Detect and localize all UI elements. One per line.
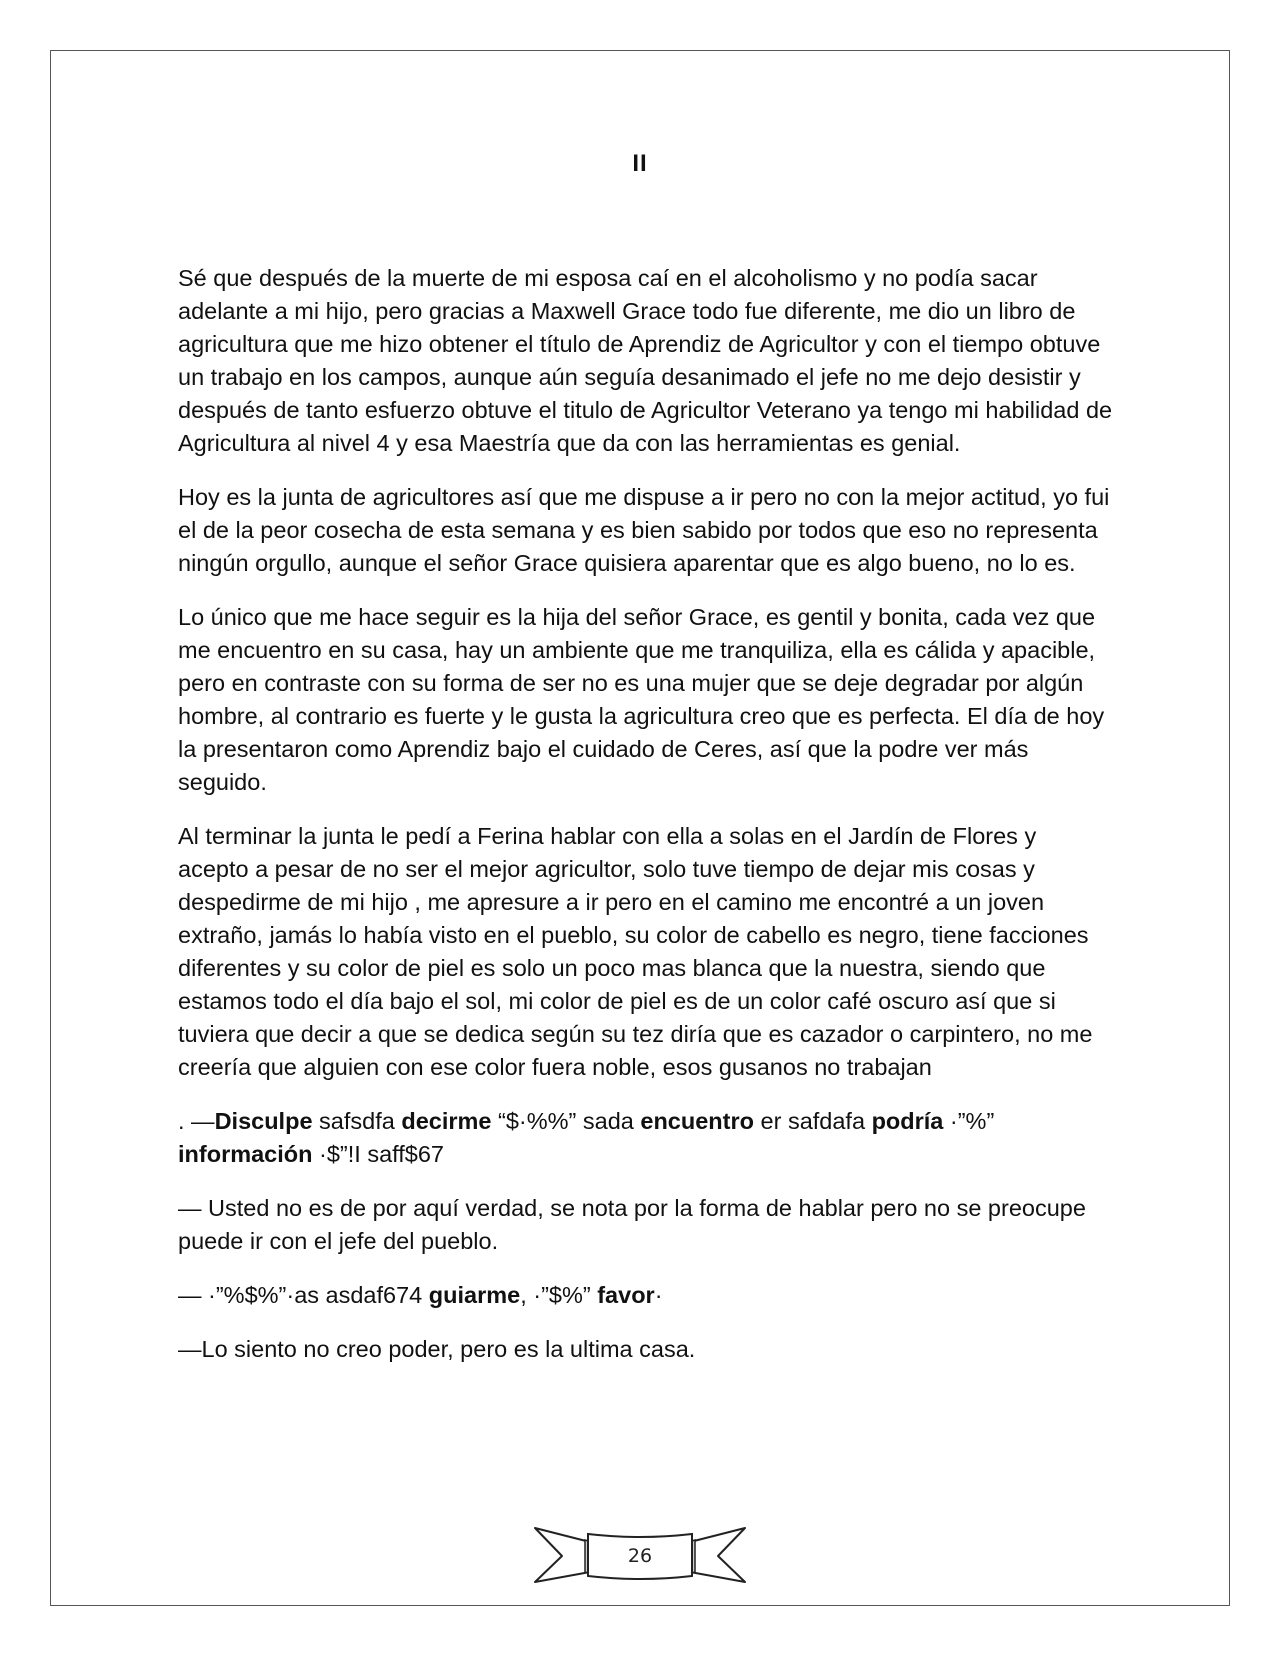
dialogue-text: er safdafa — [753, 1108, 872, 1134]
dialogue-line-3 — [178, 1279, 1113, 1312]
dialogue-bold-word: decirme — [401, 1108, 492, 1134]
paragraph-1: Sé que después de la muerte de mi esposa caí en el alcoholismo y no podía sacar adelante a mi hijo, pero gracias a Maxwell Grace todo fue diferente, me dio un libro de agricultura que me hizo obtener el título de Aprendiz de Agricultor y con el tiempo obtuve un trabajo en los campos, aunque aún seguía desanimado el jefe no me dejo desistir y después de tanto esfuerzo obtuve el titulo de Agricultor Veterano ya tengo mi habilidad de Agricultura al nivel 4 y esa Maestría que da con las herramientas es genial. — [178, 265, 1113, 456]
dialogue-line-4: —Lo siento no creo poder, pero es la ultima casa. — [178, 1336, 696, 1362]
dialogue-bold-word: encuentro — [640, 1108, 754, 1134]
dialogue-bold-word: favor — [597, 1282, 655, 1308]
dialogue-bold-word: guiarme — [428, 1282, 521, 1308]
chapter-heading: II — [632, 150, 648, 177]
dialogue-text: safsdfa — [312, 1108, 402, 1134]
dialogue-text: . — — [178, 1108, 215, 1134]
dialogue-text: · — [654, 1282, 663, 1308]
dialogue-text: , ·”$%” — [520, 1282, 598, 1308]
dialogue-bold-word: información — [178, 1141, 313, 1167]
paragraph-3: Lo único que me hace seguir es la hija del señor Grace, es gentil y bonita, cada vez que me encuentro en su casa, hay un ambiente que me tranquiliza, ella es cálida y apacible, pero en contraste con su forma de ser no es una mujer que se deje degradar por algún hombre, al contrario es fuerte y le gusta la agricultura creo que es perfecta. El día de hoy la presentaron como Aprendiz bajo el cuidado de Ceres, así que la podre ver más seguido. — [178, 604, 1105, 795]
dialogue-bold-word: podría — [871, 1108, 944, 1134]
paragraph-2: Hoy es la junta de agricultores así que me dispuse a ir pero no con la mejor actitud, yo fui el de la peor cosecha de esta semana y es bien sabido por todos que eso no representa ningún orgullo, aunque el señor Grace quisiera aparentar que es algo bueno, no lo es. — [178, 484, 1110, 576]
body-text — [178, 262, 1113, 1387]
paragraph-4: Al terminar la junta le pedí a Ferina hablar con ella a solas en el Jardín de Flores y acepto a pesar de no ser el mejor agricultor, solo tuve tiempo de dejar mis cosas y despedirme de mi hijo , me apresure a ir pero en el camino me encontré a un joven extraño, jamás lo había visto en el pueblo, su color de cabello es negro, tiene facciones diferentes y su color de piel es solo un poco mas blanca que la nuestra, siendo que estamos todo el día bajo el sol, mi color de piel es de un color café oscuro así que si tuviera que decir a que se dedica según su tez diría que es cazador o carpintero, no me creería que alguien con ese color fuera noble, esos gusanos no trabajan — [178, 823, 1093, 1080]
page-number: 26 — [627, 1545, 653, 1567]
dialogue-text: “$·%%” sada — [491, 1108, 641, 1134]
dialogue-text: ·”%” — [943, 1108, 995, 1134]
dialogue-bold-word: Disculpe — [214, 1108, 313, 1134]
dialogue-text: — ·”%$%”·as asdaf674 — [178, 1282, 429, 1308]
dialogue-line-1 — [178, 1105, 1113, 1171]
dialogue-text: ·$”!I saff$67 — [312, 1141, 444, 1167]
dialogue-line-2: — Usted no es de por aquí verdad, se nota por la forma de hablar pero no se preocupe puede ir con el jefe del pueblo. — [178, 1195, 1086, 1254]
